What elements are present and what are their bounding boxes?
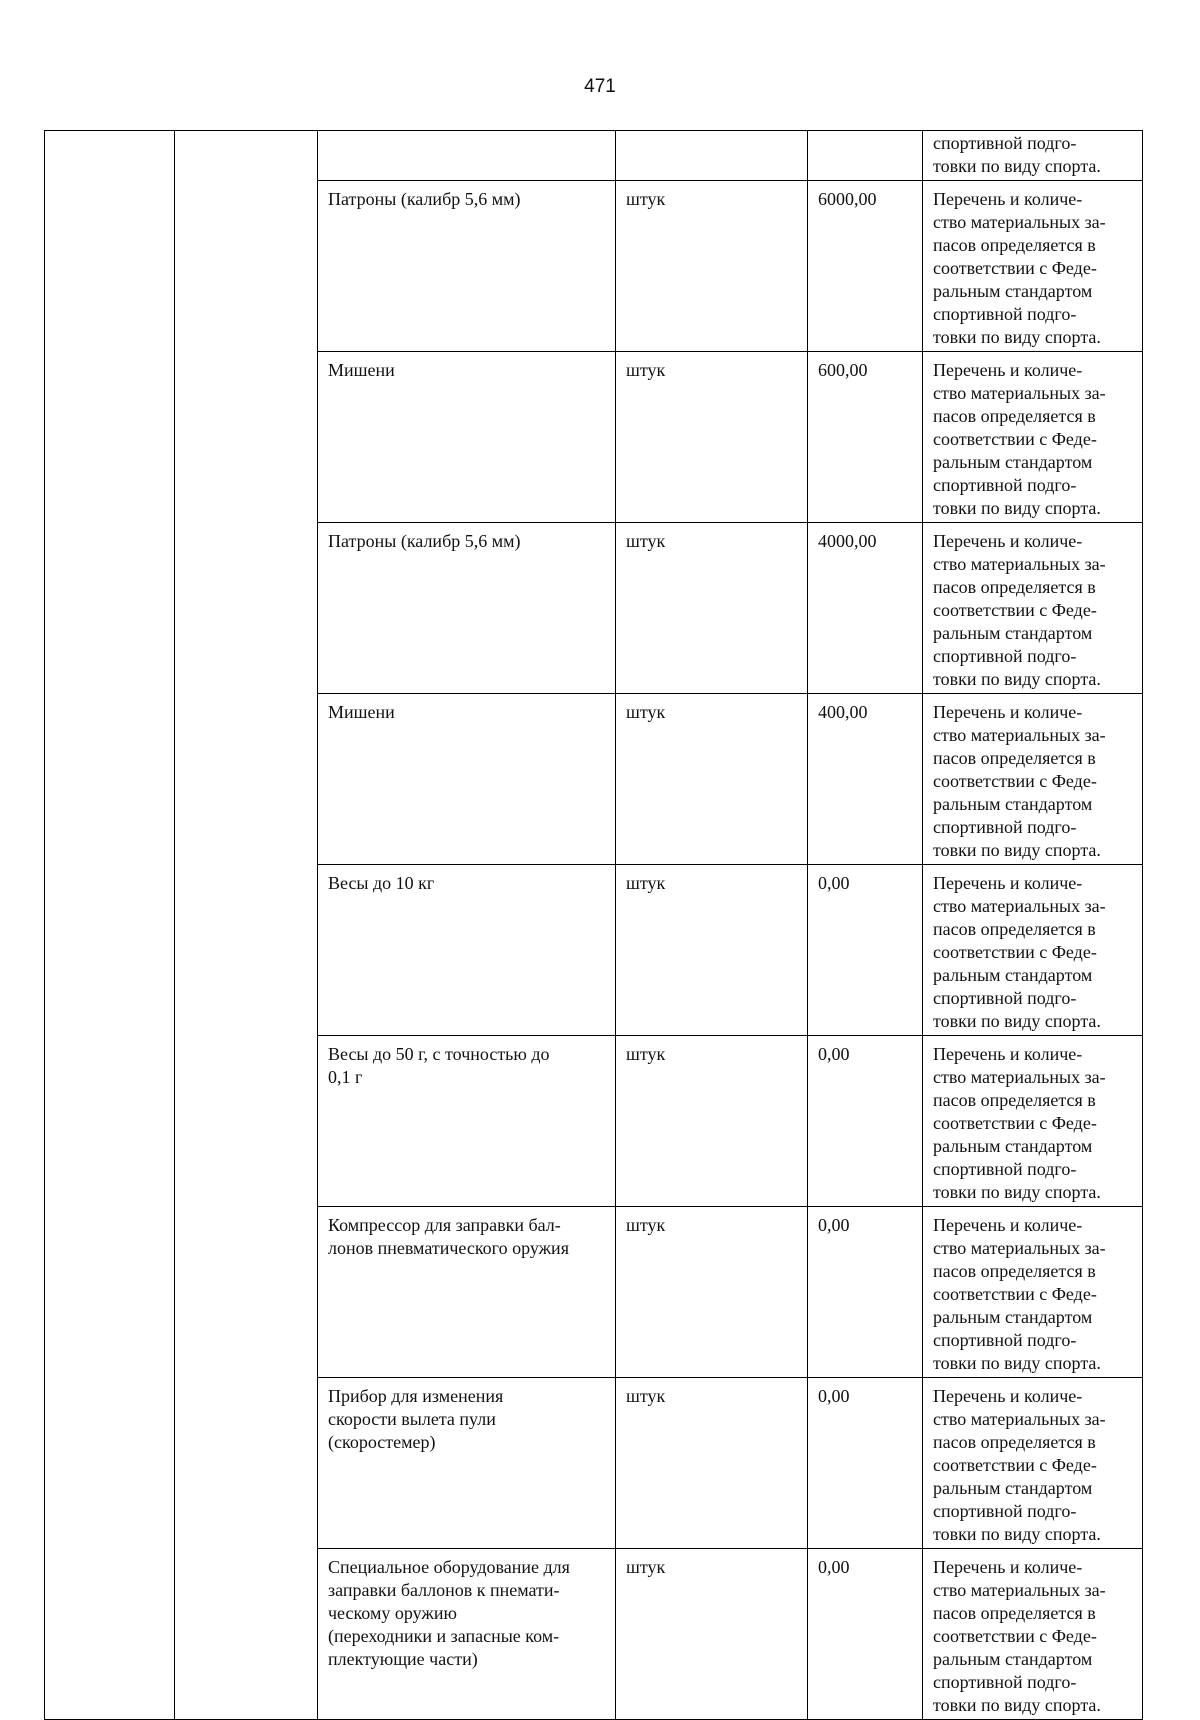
cell-name: Компрессор для заправки бал- лонов пневматического оружия <box>318 1207 616 1378</box>
materials-table <box>44 130 1143 1720</box>
cell-name: Специальное оборудование для заправки баллонов к пнемати- ческому оружию (переходники и запасные ком- плектующие части) <box>318 1549 616 1720</box>
cell-unit: штук <box>616 352 808 523</box>
cell-note: спортивной подго- товки по виду спорта. <box>923 131 1143 181</box>
cell-note: Перечень и количе- ство материальных за- пасов определяется в соответствии с Феде- ральным стандартом спортивной подго- товки по виду спорта. <box>923 1549 1143 1720</box>
cell-note: Перечень и количе- ство материальных за- пасов определяется в соответствии с Феде- ральным стандартом спортивной подго- товки по виду спорта. <box>923 694 1143 865</box>
cell-quantity: 400,00 <box>808 694 923 865</box>
cell-note: Перечень и количе- ство материальных за- пасов определяется в соответствии с Феде- ральным стандартом спортивной подго- товки по виду спорта. <box>923 1207 1143 1378</box>
cell-quantity: 0,00 <box>808 1549 923 1720</box>
cell-unit: штук <box>616 1036 808 1207</box>
cell-unit: штук <box>616 1549 808 1720</box>
table-body <box>45 131 1143 1720</box>
cell-unit: штук <box>616 1207 808 1378</box>
empty-cell-section <box>175 131 318 1720</box>
cell-name <box>318 131 616 181</box>
cell-quantity <box>808 131 923 181</box>
cell-quantity: 0,00 <box>808 1036 923 1207</box>
cell-unit: штук <box>616 181 808 352</box>
cell-name: Весы до 10 кг <box>318 865 616 1036</box>
cell-quantity: 0,00 <box>808 865 923 1036</box>
cell-name: Весы до 50 г, с точностью до 0,1 г <box>318 1036 616 1207</box>
cell-unit <box>616 131 808 181</box>
cell-quantity: 0,00 <box>808 1207 923 1378</box>
cell-note: Перечень и количе- ство материальных за- пасов определяется в соответствии с Феде- ральным стандартом спортивной подго- товки по виду спорта. <box>923 352 1143 523</box>
cell-unit: штук <box>616 694 808 865</box>
cell-name: Прибор для изменения скорости вылета пули (скоростемер) <box>318 1378 616 1549</box>
cell-unit: штук <box>616 523 808 694</box>
cell-quantity: 600,00 <box>808 352 923 523</box>
cell-quantity: 6000,00 <box>808 181 923 352</box>
empty-cell-number <box>45 131 175 1720</box>
cell-name: Патроны (калибр 5,6 мм) <box>318 181 616 352</box>
page-number: 471 <box>584 76 616 97</box>
cell-note: Перечень и количе- ство материальных за- пасов определяется в соответствии с Феде- ральным стандартом спортивной подго- товки по виду спорта. <box>923 181 1143 352</box>
cell-name: Мишени <box>318 694 616 865</box>
cell-quantity: 0,00 <box>808 1378 923 1549</box>
cell-name: Мишени <box>318 352 616 523</box>
table-row-continuation <box>45 131 1143 181</box>
cell-note: Перечень и количе- ство материальных за- пасов определяется в соответствии с Феде- ральным стандартом спортивной подго- товки по виду спорта. <box>923 1036 1143 1207</box>
cell-note: Перечень и количе- ство материальных за- пасов определяется в соответствии с Феде- ральным стандартом спортивной подго- товки по виду спорта. <box>923 523 1143 694</box>
cell-note: Перечень и количе- ство материальных за- пасов определяется в соответствии с Феде- ральным стандартом спортивной подго- товки по виду спорта. <box>923 865 1143 1036</box>
cell-quantity: 4000,00 <box>808 523 923 694</box>
cell-unit: штук <box>616 1378 808 1549</box>
cell-name: Патроны (калибр 5,6 мм) <box>318 523 616 694</box>
cell-note: Перечень и количе- ство материальных за- пасов определяется в соответствии с Феде- ральным стандартом спортивной подго- товки по виду спорта. <box>923 1378 1143 1549</box>
cell-unit: штук <box>616 865 808 1036</box>
